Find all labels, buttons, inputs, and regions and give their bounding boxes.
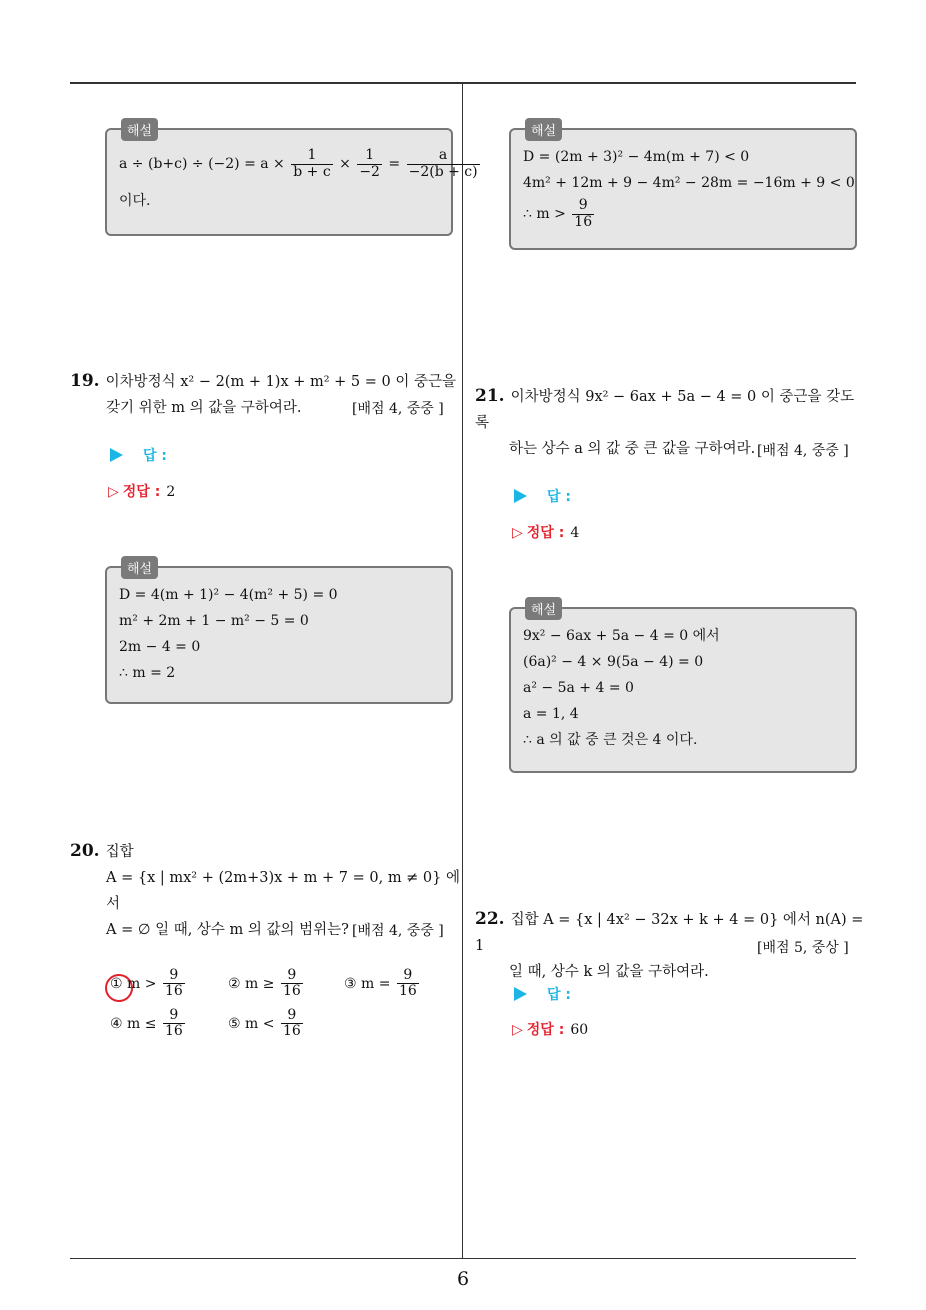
question-number: 20.: [70, 841, 100, 861]
q22-answer-field[interactable]: 답 :: [514, 984, 571, 1004]
column-divider: [462, 83, 463, 1258]
q19-answer-field[interactable]: 답 :: [110, 445, 167, 465]
q20-meta: [배점 4, 중중 ]: [352, 923, 444, 939]
q21-correct-answer: ▷ 정답 : 4: [512, 525, 580, 541]
question-number: 19.: [70, 371, 100, 391]
choice-3[interactable]: ③ m = $\frac{9}{16}$: [344, 967, 417, 1000]
q22-question: 22. 집합 A = {x | 4x² − 32x + k + 4 = 0} 에서 n(A) = 1 일 때, 상수 k 의 값을 구하여라.: [475, 909, 864, 980]
bottom-rule: [70, 1258, 856, 1259]
choice-4[interactable]: ④ m ≤ $\frac{9}{16}$: [110, 1007, 183, 1040]
triangle-outline-icon: ▷: [512, 525, 523, 541]
top-rule: [70, 82, 856, 84]
play-icon: [110, 448, 123, 462]
question-number: 21.: [475, 386, 505, 406]
q21-answer-field[interactable]: 답 :: [514, 486, 571, 506]
q21-meta: [배점 4, 중중 ]: [757, 443, 849, 459]
question-number: 22.: [475, 909, 505, 929]
q18-solution-line1: a ÷ (b+c) ÷ (−2) = a × $\frac{1}{b + c}$ × $\frac{1}{-2}$ = $\frac{a}{-2(b + c)}$: [119, 147, 478, 180]
q19-solution-box: 해설 D = 4(m + 1)² − 4(m² + 5) = 0 m² + 2m + 1 − m² − 5 = 0 2m − 4 = 0 ∴ m = 2: [105, 566, 453, 704]
fraction: $\frac{9}{16}$: [574, 197, 593, 230]
solution-tag: 해설: [121, 118, 158, 141]
solution-tag: 해설: [525, 597, 562, 620]
q19-meta: [배점 4, 중중 ]: [352, 401, 444, 417]
q19-question: 19. 이차방정식 x² − 2(m + 1)x + m² + 5 = 0 이 중근을 갖기 위한 m 의 값을 구하여라.: [70, 371, 457, 416]
q22-correct-answer: ▷ 정답 : 60: [512, 1022, 589, 1038]
q21-solution-box: 해설 9x² − 6ax + 5a − 4 = 0 에서 (6a)² − 4 × 9(5a − 4) = 0 a² − 5a + 4 = 0 a = 1, 4 ∴ a 의 값 중 큰 것은 4 이다.: [509, 607, 857, 773]
q22-meta: [배점 5, 중상 ]: [757, 940, 849, 956]
q20-question: 20. 집합 A = {x | mx² + (2m+3)x + m + 7 = 0, m ≠ 0} 에서 A = ∅ 일 때, 상수 m 의 값의 범위는?: [70, 841, 460, 938]
fraction: $\frac{a}{-2(b + c)}$: [408, 147, 478, 180]
play-icon: [514, 987, 527, 1001]
triangle-outline-icon: ▷: [108, 484, 119, 500]
solution-tag: 해설: [525, 118, 562, 141]
q18-solution-line2: 이다.: [119, 193, 151, 209]
solution-tag: 해설: [121, 556, 158, 579]
q18-solution-box: [105, 124, 478, 236]
q21-question: 21. 이차방정식 9x² − 6ax + 5a − 4 = 0 이 중근을 갖도록 하는 상수 a 의 값 중 큰 값을 구하여라.: [475, 386, 855, 457]
choice-5[interactable]: ⑤ m < $\frac{9}{16}$: [228, 1007, 301, 1040]
q19-correct-answer: ▷ 정답 : 2: [108, 484, 176, 500]
choice-1[interactable]: ① m > $\frac{9}{16}$: [110, 967, 183, 1000]
choice-2[interactable]: ② m ≥ $\frac{9}{16}$: [228, 967, 301, 1000]
fraction: $\frac{1}{-2}$: [359, 147, 380, 180]
fraction: $\frac{1}{b + c}$: [293, 147, 331, 180]
play-icon: [514, 489, 527, 503]
page-number: 6: [456, 1268, 470, 1290]
triangle-outline-icon: ▷: [512, 1022, 523, 1038]
q20-solution-box: 해설 D = (2m + 3)² − 4m(m + 7) < 0 4m² + 12m + 9 − 4m² − 28m = −16m + 9 < 0 ∴ m > $\frac{9}{16}$: [509, 128, 857, 250]
